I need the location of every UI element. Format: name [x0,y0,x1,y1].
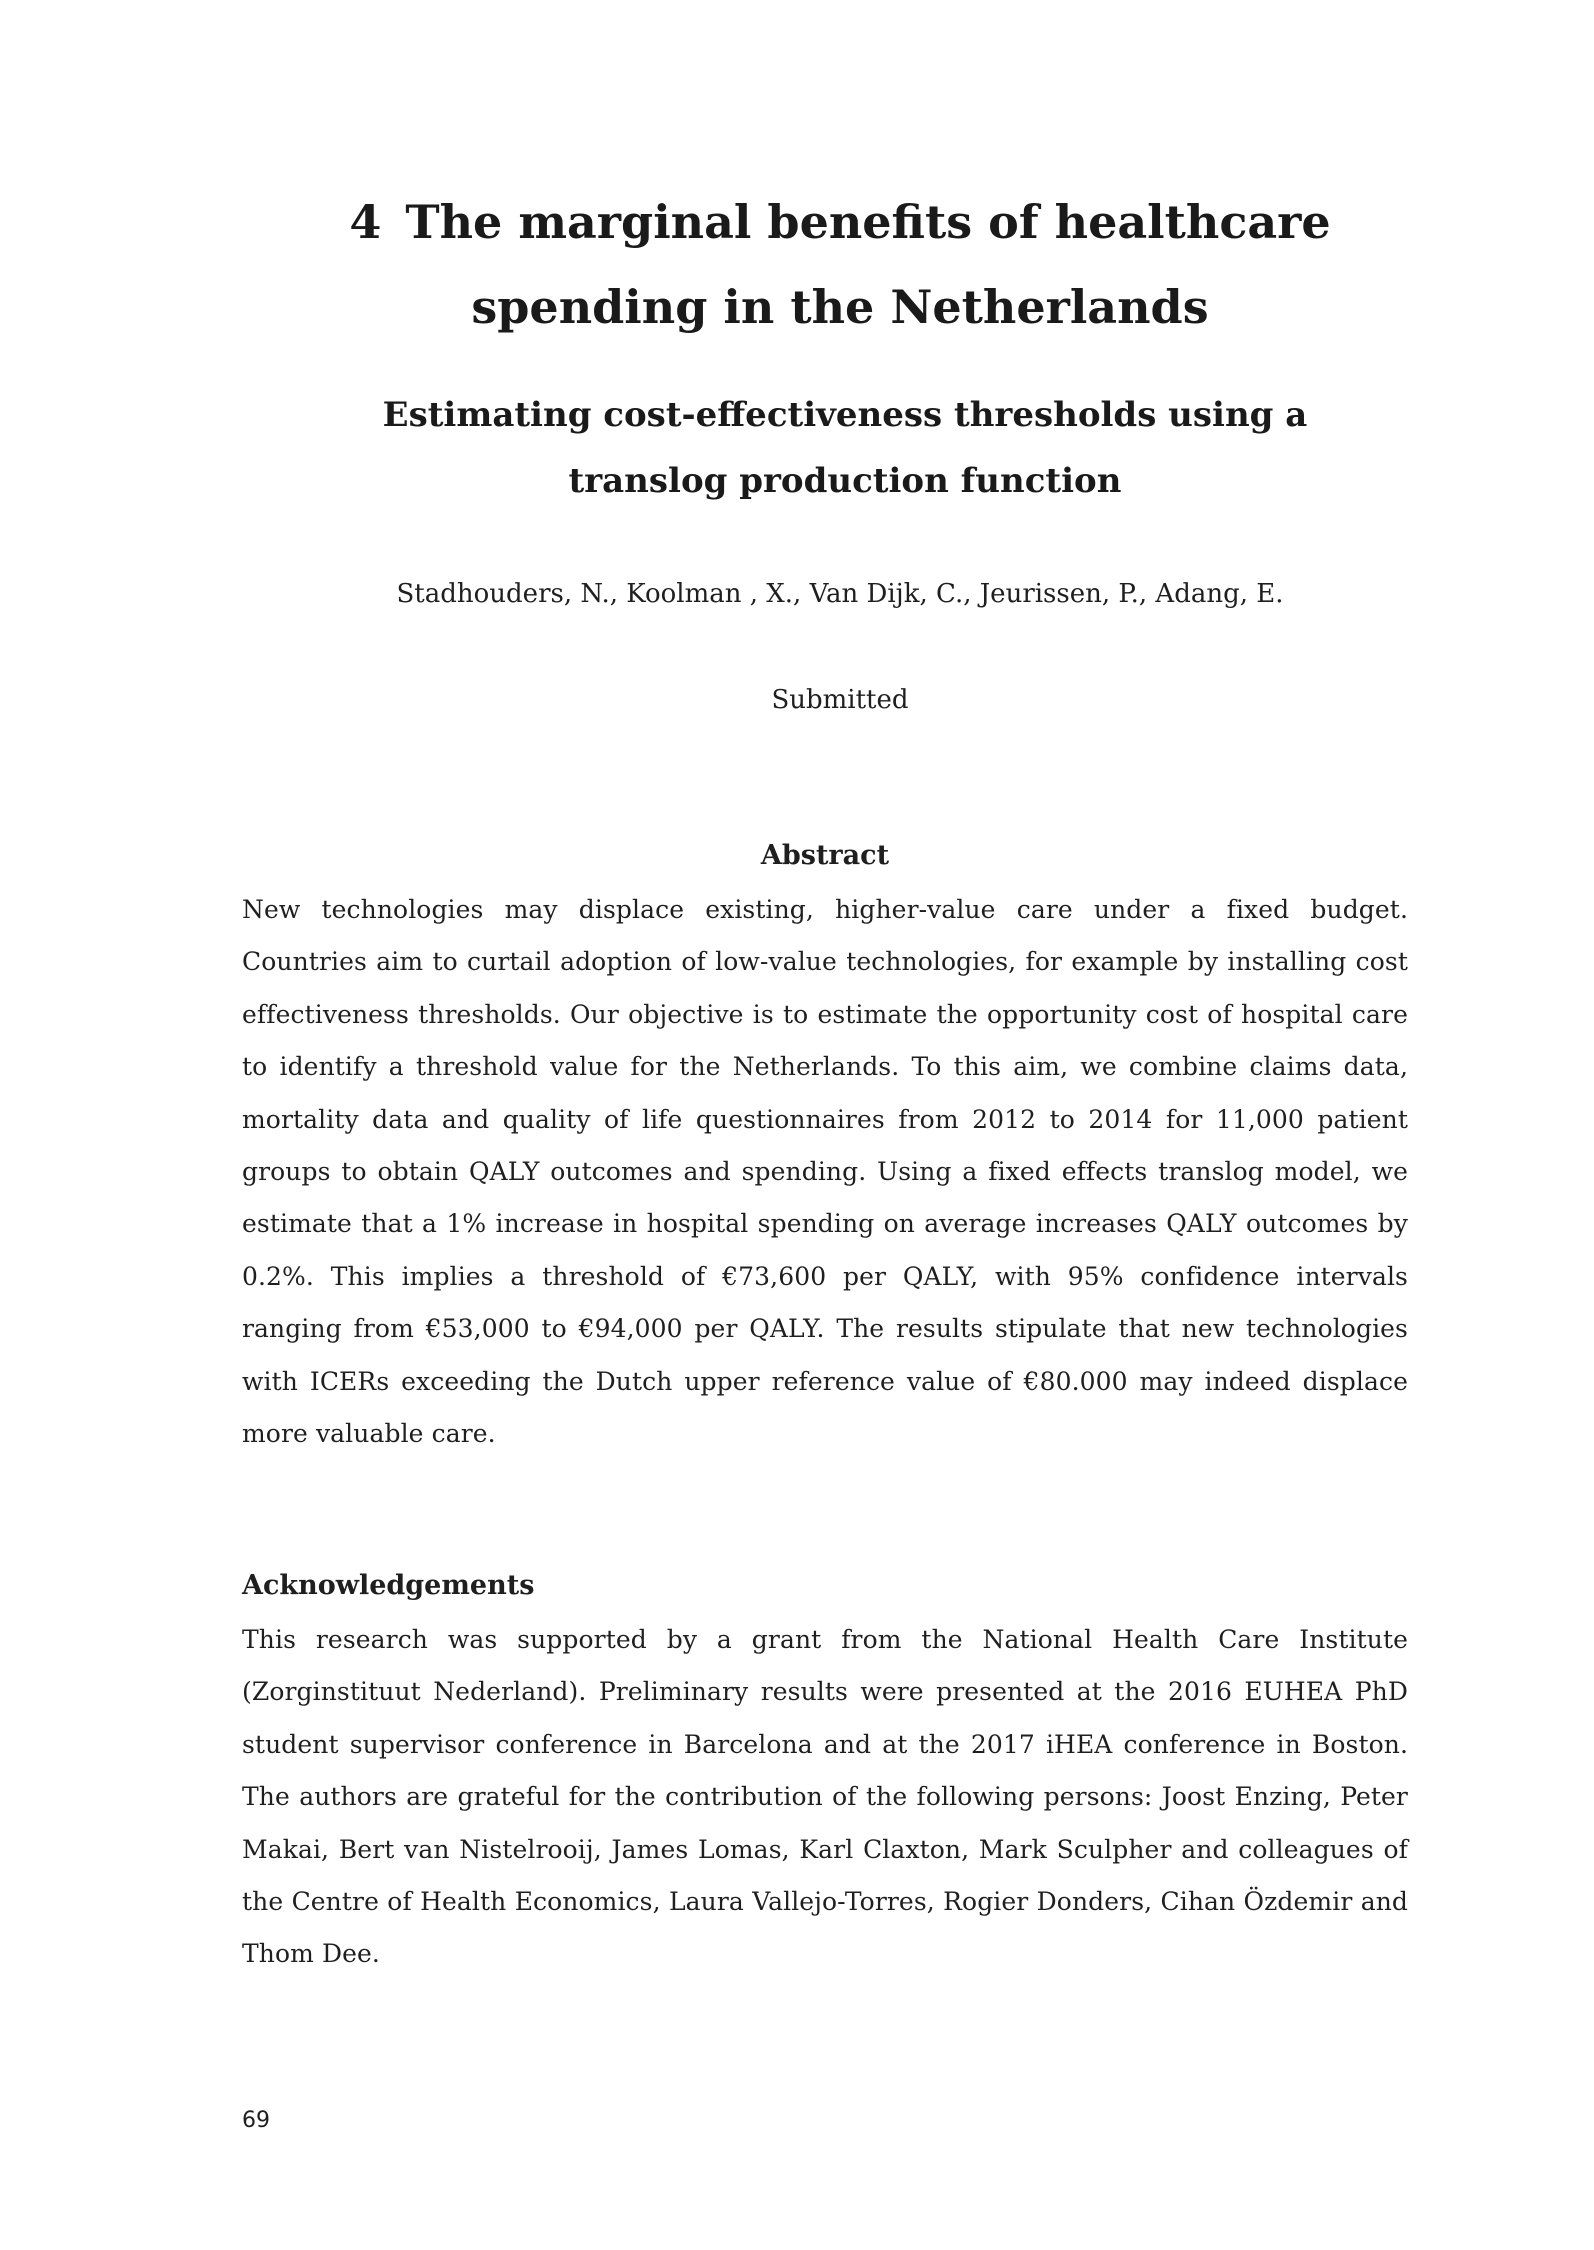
page-number: 69 [242,2108,270,2133]
author-list: Stadhouders, N., Koolman , X., Van Dijk, C., Jeurissen, P., Adang, E. [396,579,1284,609]
chapter-number: 4 [349,195,382,249]
acknowledgements-heading: Acknowledgements [242,1570,535,1601]
publication-status: Submitted [771,685,909,715]
abstract-heading: Abstract [760,840,890,871]
chapter-title-text: The marginal benefits of healthcare spending in the Netherlands [405,195,1331,334]
chapter-title [240,180,1440,350]
acknowledgements-body: This research was supported by a grant from the National Health Care Institute (Zorginstituut Nederland). Preliminary results were presented at the 2016 EUHEA PhD student supervisor conference in Barcelona and at the 2017 iHEA conference in Boston. The authors are grateful for the contribution of the following persons: Joost Enzing, Peter Makai, Bert van Nistelrooij, James Lomas, Karl Claxton, Mark Sculpher and colleagues of the Centre of Health Economics, Laura Vallejo-Torres, Rogier Donders, Cihan Özdemir and Thom Dee. [242,1625,1408,1969]
abstract-body: New technologies may displace existing, higher-value care under a fixed budget. Countries aim to curtail adoption of low-value technologies, for example by installing cost effectiveness thresholds. Our objective is to estimate the opportunity cost of hospital care to identify a threshold value for the Netherlands. To this aim, we combine claims data, mortality data and quality of life questionnaires from 2012 to 2014 for 11,000 patient groups to obtain QALY outcomes and spending. Using a fixed effects translog model, we estimate that a 1% increase in hospital spending on average increases QALY outcomes by 0.2%. This implies a threshold of €73,600 per QALY, with 95% confidence intervals ranging from €53,000 to €94,000 per QALY. The results stipulate that new technologies with ICERs exceeding the Dutch upper reference value of €80.000 may indeed displace more valuable care. [242,895,1408,1449]
chapter-subtitle: Estimating cost-effectiveness thresholds using a translog production function [382,395,1308,501]
